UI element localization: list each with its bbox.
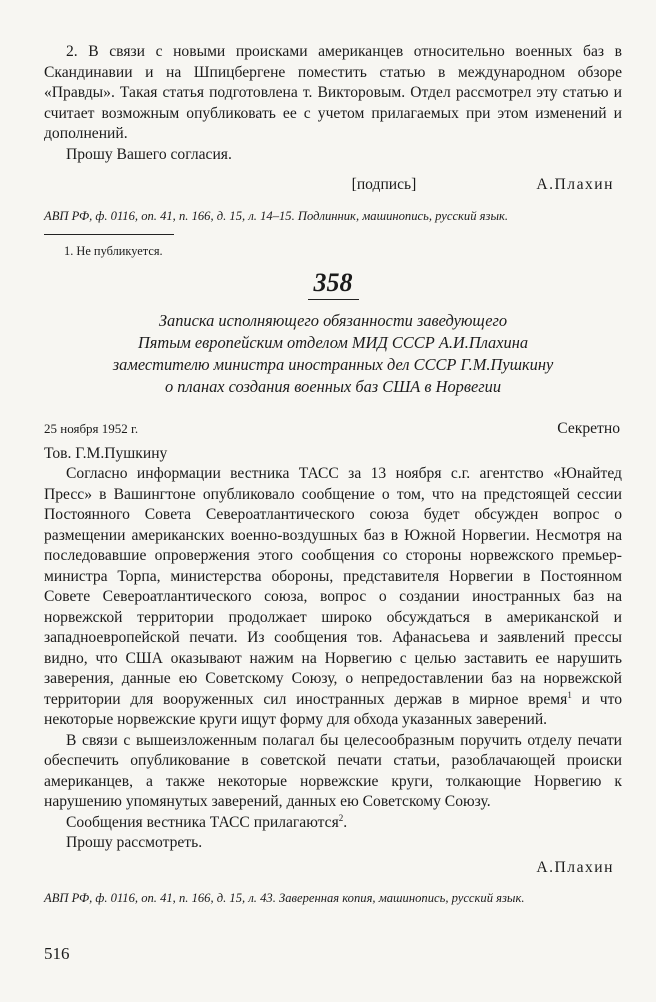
title-line: Пятым европейским отделом МИД СССР А.И.Плахина bbox=[137, 332, 529, 352]
addressee: Тов. Г.М.Пушкину bbox=[44, 444, 168, 462]
signer-name: А.Плахин bbox=[536, 858, 614, 876]
body-paragraph: В связи с вышеизложенным полагал бы целесообразным поручить отделу печати обеспечить опубликование в советской печати статьи, разоблачающей происки американцев, а также некоторые норвежские круги, толкающие Норвегию к нарушению упомянутых заверений, данных ею Советскому Союзу. bbox=[44, 731, 622, 810]
archive-source: АВП РФ, ф. 0116, оп. 41, п. 166, д. 15, л. 14–15. Подлинник, машинопись, русский язык. bbox=[44, 208, 509, 223]
document-page bbox=[44, 42, 622, 907]
prev-doc-request: Прошу Вашего согласия. bbox=[66, 145, 232, 163]
document-request: Прошу рассмотреть. bbox=[66, 834, 203, 851]
document-meta bbox=[44, 420, 622, 438]
signer-name: А.Плахин bbox=[536, 176, 614, 193]
signature-mark: [подпись] bbox=[351, 176, 417, 193]
document-title bbox=[44, 310, 622, 398]
document-signature bbox=[44, 858, 622, 879]
document-number: 358 bbox=[44, 269, 622, 300]
title-line: о планах создания военных баз США в Норвегии bbox=[164, 376, 502, 396]
footnote-divider bbox=[44, 234, 174, 235]
prev-doc-paragraph: 2. В связи с новыми происками американцев относительно военных баз в Скандинавии и на Шпицбергене поместить статью в международном обзоре «Правды». Такая статья подготовлена т. Викторовым. Отдел рассмотрел эту статью и считает возможным опубликовать ее с учетом прилагаемых при этом изменений и дополнений. bbox=[44, 43, 622, 142]
footnote-ref: 1 bbox=[567, 689, 572, 700]
document-date: 25 ноября 1952 г. bbox=[44, 420, 139, 436]
page-number: 516 bbox=[44, 944, 70, 963]
footnote: 1. Не публикуется. bbox=[64, 243, 163, 258]
title-line: Записка исполняющего обязанности заведующего bbox=[158, 310, 508, 330]
prev-doc-signature bbox=[44, 175, 622, 196]
attachment-note: Сообщения вестника ТАСС прилагаются$^2$. bbox=[66, 812, 348, 831]
body-paragraph: Согласно информации вестника ТАСС за 13 ноября с.г. агентство «Юнайтед Пресс» в Вашингтоне опубликовало сообщение о том, что на предстоящей сессии Постоянного Совета Североатлантического союза будет обсужден вопрос о размещении американских военно-воздушных баз в Южной Норвегии. Несмотря на последовавшие опровержения этого сообщения со стороны норвежского премьер-министра Торпа, министерства обороны, представителя Норвегии в Постоянном Совете Североатлантического союза, вопрос о создании иностранных баз на норвежской территории продолжает широко обсуждаться в американской и западноевропейской печати. Из сообщения тов. Афанасьева и заявлений прессы видно, что США оказывают нажим на Норвегию с целью заставить ее нарушить заверения, данные ею Советскому Союзу, о непредоставлении баз на норвежской территории для вооруженных сил иностранных держав в мирное время$^1$ и что некоторые норвежские круги ищут форму для обхода указанных заверений. bbox=[44, 465, 622, 728]
classification-label: Секретно bbox=[557, 419, 620, 437]
archive-source: АВП РФ, ф. 0116, оп. 41, п. 166, д. 15, л. 43. Заверенная копия, машинопись, русский язык. bbox=[44, 891, 525, 905]
title-line: заместителю министра иностранных дел СССР Г.М.Пушкину bbox=[112, 354, 554, 374]
footnote-ref: 2 bbox=[338, 812, 344, 823]
